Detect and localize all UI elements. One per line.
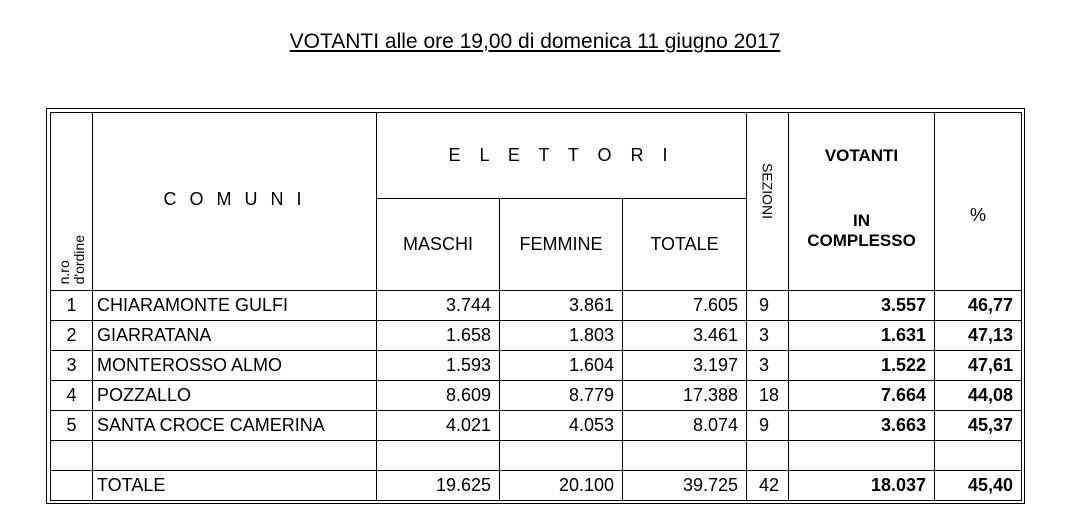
votanti-value: 3.663	[789, 411, 935, 441]
total-sezioni: 42	[747, 471, 789, 501]
nro-ordine-label: n.ro d'ordine	[55, 234, 87, 284]
comune-name: GIARRATANA	[93, 321, 377, 351]
votanti-value: 3.557	[789, 291, 935, 321]
row-number: 5	[51, 411, 93, 441]
comuni-label: C O M U N I	[163, 189, 306, 209]
totale-value: 17.388	[623, 381, 747, 411]
maschi-value: 4.021	[377, 411, 500, 441]
empty-row	[51, 441, 1022, 471]
votanti-value: 1.522	[789, 351, 935, 381]
page-title: VOTANTI alle ore 19,00 di domenica 11 giugno 2017	[289, 30, 781, 53]
comune-name: SANTA CROCE CAMERINA	[93, 411, 377, 441]
votanti-label: VOTANTI	[824, 146, 899, 165]
femmine-value: 1.803	[500, 321, 623, 351]
femmine-value: 4.053	[500, 411, 623, 441]
header-femmine: FEMMINE	[500, 199, 623, 291]
percent-value: 47,13	[935, 321, 1022, 351]
femmine-value: 1.604	[500, 351, 623, 381]
row-number: 4	[51, 381, 93, 411]
sezioni-label: SEZIONI	[759, 163, 776, 220]
total-totale: 39.725	[623, 471, 747, 501]
maschi-value: 1.593	[377, 351, 500, 381]
table-row	[51, 291, 1022, 321]
percent-value: 44,08	[935, 381, 1022, 411]
percent-value: 46,77	[935, 291, 1022, 321]
elettori-label: E L E T T O R I	[448, 145, 675, 165]
votanti-value: 1.631	[789, 321, 935, 351]
header-elettori	[377, 113, 747, 199]
header-percent	[935, 113, 1022, 291]
maschi-value: 3.744	[377, 291, 500, 321]
totale-value: 7.605	[623, 291, 747, 321]
total-percent: 45,40	[935, 471, 1022, 501]
table-row	[51, 321, 1022, 351]
femmine-value: 8.779	[500, 381, 623, 411]
table-row	[51, 411, 1022, 441]
header-maschi: MASCHI	[377, 199, 500, 291]
total-label: TOTALE	[93, 471, 377, 501]
percent-label: %	[969, 205, 986, 225]
total-femmine: 20.100	[500, 471, 623, 501]
sezioni-value: 18	[747, 381, 789, 411]
votanti-value: 7.664	[789, 381, 935, 411]
total-maschi: 19.625	[377, 471, 500, 501]
total-row	[51, 471, 1022, 501]
sezioni-value: 9	[747, 411, 789, 441]
percent-value: 45,37	[935, 411, 1022, 441]
totale-value: 3.461	[623, 321, 747, 351]
in-label: IN	[853, 211, 870, 230]
header-nro-ordine	[51, 113, 93, 291]
header-sezioni	[747, 113, 789, 291]
sezioni-value: 3	[747, 321, 789, 351]
row-number: 3	[51, 351, 93, 381]
femmine-value: 3.861	[500, 291, 623, 321]
row-number: 1	[51, 291, 93, 321]
sezioni-value: 3	[747, 351, 789, 381]
complesso-label: COMPLESSO	[807, 231, 916, 250]
comune-name: MONTEROSSO ALMO	[93, 351, 377, 381]
comune-name: CHIARAMONTE GULFI	[93, 291, 377, 321]
sezioni-value: 9	[747, 291, 789, 321]
header-comuni	[93, 113, 377, 291]
totale-value: 8.074	[623, 411, 747, 441]
row-number: 2	[51, 321, 93, 351]
comune-name: POZZALLO	[93, 381, 377, 411]
total-votanti: 18.037	[789, 471, 935, 501]
percent-value: 47,61	[935, 351, 1022, 381]
maschi-value: 8.609	[377, 381, 500, 411]
table-row	[51, 351, 1022, 381]
maschi-value: 1.658	[377, 321, 500, 351]
header-votanti	[789, 113, 935, 291]
header-totale: TOTALE	[623, 199, 747, 291]
votanti-table	[50, 112, 1022, 501]
table-row	[51, 381, 1022, 411]
totale-value: 3.197	[623, 351, 747, 381]
